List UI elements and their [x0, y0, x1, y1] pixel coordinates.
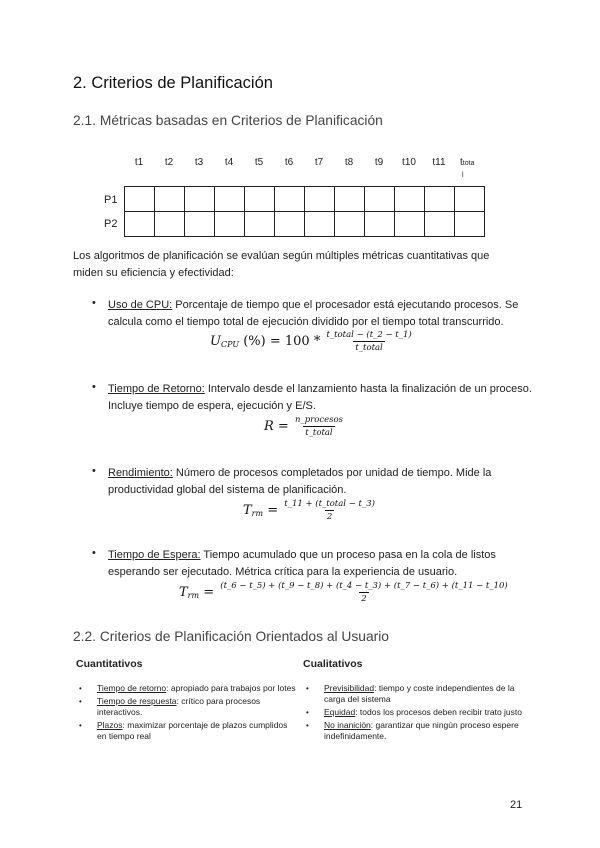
tick-label: t3 [194, 157, 204, 168]
bullet-icon: • [92, 297, 96, 309]
metric-return [108, 381, 533, 415]
intro-paragraph: Los algoritmos de planificación se evalúan según múltiples métricas cuantitativas que miden su eficiencia y efectividad: [73, 250, 490, 279]
tick-label: t6 [284, 157, 294, 168]
timeline-ticks [124, 157, 490, 181]
grid-row-p1 [125, 187, 485, 212]
tick-label: t1 [134, 157, 144, 168]
tick-label: t11 [432, 157, 446, 168]
metric-cpu [108, 297, 533, 331]
list-item: • Plazos: maximizar porcentaje de plazos cumplidos en tiempo real [76, 720, 296, 742]
metric-term: Uso de CPU: [108, 299, 173, 311]
metric-desc: Intervalo desde el lanzamiento hasta la finalización de un proceso. Incluye tiempo de espera, ejecución y E/S. [108, 383, 532, 412]
timeline-grid [124, 186, 485, 237]
grid-row-p2 [125, 212, 485, 237]
metric-term: Rendimiento: [108, 467, 173, 479]
tick-label: t9 [374, 157, 384, 168]
tick-label-total: ttota l [460, 157, 475, 179]
metric-desc: Porcentaje de tiempo que el procesador está ejecutando procesos. Se calcula como el tiempo total de ejecución dividido por el tiempo total transcurrido. [108, 299, 519, 328]
metric-term: Tiempo de Retorno: [108, 383, 205, 395]
tick-label: t5 [254, 157, 264, 168]
metric-desc: Número de procesos completados por unidad de tiempo. Mide la productividad global del sistema de planificación. [108, 467, 492, 496]
row-label-p2: P2 [104, 218, 118, 230]
tick-label: t8 [344, 157, 354, 168]
tick-label: t4 [224, 157, 234, 168]
list-item: • Equidad: todos los procesos deben recibir trato justo [303, 707, 528, 718]
section-heading: 2. Criterios de Planificación [73, 74, 273, 92]
formula-throughput: $T_{rm}$ = $\frac{\text{t\_11 + (t\_total − t\_3)}}{2}$ [243, 499, 375, 522]
tick-label: t10 [402, 157, 416, 168]
metric-term: Tiempo de Espera: [108, 549, 201, 561]
metric-wait [108, 547, 533, 581]
row-label-p1: P1 [104, 194, 118, 206]
metric-desc: Tiempo acumulado que un proceso pasa en la cola de listos esperando ser ejecutado. Métrica crítica para la experiencia de usuario. [108, 549, 496, 578]
tick-label: t2 [164, 157, 174, 168]
bullet-icon: • [92, 547, 96, 559]
formula-wait: $T_{rm}$ = (t_6 − t_5) + (t_9 − t_8) + (t_4 − t_3) + (t_7 − t_6) + (t_11 − t_10) 2 [179, 581, 508, 604]
subsection-heading-metrics: 2.1. Métricas basadas en Criterios de Planificación [73, 113, 383, 128]
page-number: 21 [510, 799, 523, 811]
column-title: Cuantitativos [76, 658, 143, 670]
metric-throughput [108, 465, 533, 499]
column-title: Cualitativos [303, 658, 363, 670]
tick-label: t7 [314, 157, 324, 168]
formula-return: R = $\frac{\text{n\_procesos}}{\text{t\_total}}$ [264, 415, 343, 438]
column-quantitative [76, 659, 296, 744]
list-item: • Previsibilidad: tiempo y coste independientes de la carga del sistema [303, 683, 528, 705]
list-item: • No inanición: garantizar que ningún proceso espere indefinidamente. [303, 720, 528, 742]
bullet-icon: • [92, 381, 96, 393]
subsection-heading-user: 2.2. Criterios de Planificación Orientados al Usuario [73, 629, 389, 644]
list-item: • Tiempo de respuesta: crítico para procesos interactivos. [76, 696, 296, 718]
column-qualitative [303, 659, 528, 744]
bullet-icon: • [92, 465, 96, 477]
formula-cpu: $U_{CPU}$ (%) = 100 * $\frac{\text{t\_total − (t\_2 − t\_1)}}{\text{t\_total}}$ [210, 330, 412, 353]
list-item: • Tiempo de retorno: apropiado para trabajos por lotes [76, 683, 296, 694]
